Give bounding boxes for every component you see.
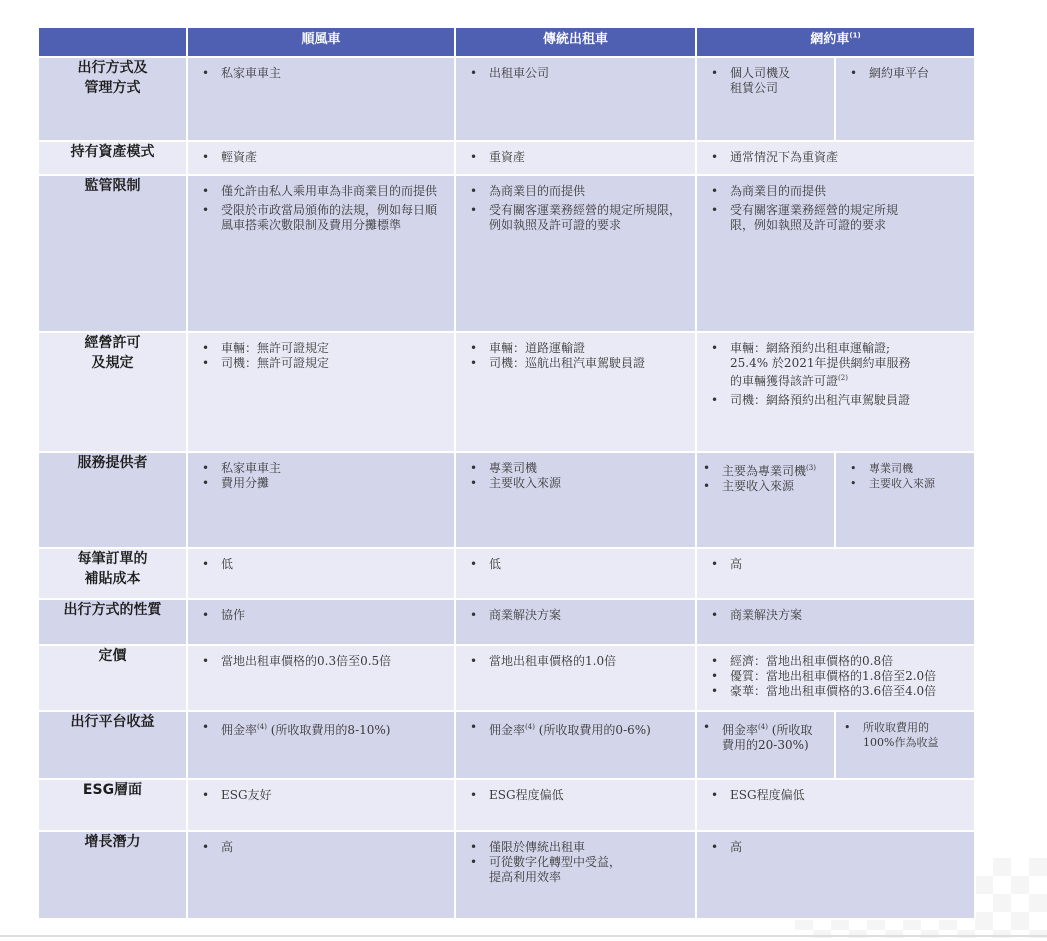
list-item-text: (所收取 (767, 723, 813, 737)
cell-mode-ridehailing-a (696, 57, 835, 141)
row-label-esg: ESG層面 (38, 779, 187, 831)
table-row-subsidy (38, 548, 975, 599)
list-item-line: 費用的20-30%) (722, 738, 809, 752)
list-item: • 專業司機 (850, 461, 968, 476)
list-item-text: 佣金率 (221, 723, 258, 737)
cell-regulation-taxi (455, 175, 696, 332)
cell-license-taxi (455, 332, 696, 452)
table-row-esg (38, 779, 975, 831)
cell-growth-ridehailing (696, 831, 975, 919)
list-item-text: 主要為專業司機 (722, 464, 807, 478)
table-row-asset (38, 141, 975, 175)
cell-mode-ridehailing-b (835, 57, 975, 141)
row-label-mode (38, 57, 187, 141)
list-item: • 低 (470, 557, 689, 572)
table-row-revenue (38, 711, 975, 779)
table-row-mode (38, 57, 975, 141)
row-label-line: 每筆訂單的 (77, 551, 148, 567)
list-item: • 低 (202, 557, 448, 572)
row-label-growth: 增長潛力 (38, 831, 187, 919)
row-label-nature: 出行方式的性質 (38, 599, 187, 645)
list-item-text: 佣金率 (489, 723, 526, 737)
cell-subsidy-taxi (455, 548, 696, 599)
footnote-4: (4) (758, 723, 768, 731)
list-item: • 高 (711, 840, 968, 855)
list-item (470, 855, 689, 885)
list-item: • 重資產 (470, 150, 689, 165)
list-item: • 優質：當地出租車價格的1.8倍至2.0倍 (711, 669, 972, 684)
list-item: • 個人司機及 租賃公司 (711, 66, 828, 96)
cell-revenue-carpool (187, 711, 455, 779)
list-item: • 經濟：當地出租車價格的0.8倍 (711, 654, 972, 669)
list-item: • 出租車公司 (470, 66, 689, 81)
table-row-pricing (38, 645, 975, 711)
list-item-text: (所收取費用的0-6%) (534, 723, 651, 737)
cell-pricing-carpool (187, 645, 455, 711)
list-item: • 主要收入來源 (703, 479, 828, 494)
cell-asset-carpool (187, 141, 455, 175)
list-item: • 司機：無許可證規定 (202, 356, 448, 371)
list-item: • ESG程度偏低 (470, 788, 689, 803)
list-item: • 高 (202, 840, 448, 855)
cell-pricing-ridehailing (696, 645, 975, 711)
row-label-asset: 持有資產模式 (38, 141, 187, 175)
list-item: • 商業解決方案 (711, 608, 968, 623)
list-item: • 當地出租車價格的0.3倍至0.5倍 (202, 654, 448, 669)
cell-subsidy-ridehailing (696, 548, 975, 599)
list-item: • 商業解決方案 (470, 608, 689, 623)
cell-provider-taxi (455, 452, 696, 548)
cell-esg-carpool (187, 779, 455, 831)
header-footnote-1: (1) (849, 31, 861, 40)
cell-subsidy-carpool (187, 548, 455, 599)
footnote-3: (3) (806, 464, 816, 472)
header-carpool: 順風車 (187, 27, 455, 57)
list-item-line: 25.4% 於2021年提供網約車服務 (730, 356, 911, 370)
footnote-4: (4) (525, 723, 535, 731)
list-item: • 主要收入來源 (850, 476, 968, 491)
list-item: • 輕資產 (202, 150, 448, 165)
cell-license-carpool (187, 332, 455, 452)
list-item (703, 720, 828, 753)
list-item: • 當地出租車價格的1.0倍 (470, 654, 689, 669)
cell-regulation-ridehailing (696, 175, 975, 332)
cell-revenue-ridehailing-b (835, 711, 975, 779)
list-item: • 司機：巡航出租汽車駕駛員證 (470, 356, 689, 371)
cell-mode-carpool (187, 57, 455, 141)
row-label-line: 補貼成本 (84, 571, 141, 587)
footnote-4: (4) (257, 723, 267, 731)
list-item (703, 461, 828, 479)
cell-mode-taxi (455, 57, 696, 141)
table-row-provider (38, 452, 975, 548)
list-item (202, 720, 448, 738)
cell-esg-ridehailing (696, 779, 975, 831)
list-item: • 私家車車主 (202, 66, 448, 81)
row-label-regulation: 監管限制 (38, 175, 187, 332)
list-item (470, 720, 689, 738)
row-label-license (38, 332, 187, 452)
cell-provider-carpool (187, 452, 455, 548)
list-item: • 為商業目的而提供 (711, 184, 914, 199)
list-item: • 司機：網絡預約出租汽車駕駛員證 (711, 393, 968, 408)
table-row-nature (38, 599, 975, 645)
list-item: • 車輛：無許可證規定 (202, 341, 448, 356)
cell-growth-carpool (187, 831, 455, 919)
table-row-growth (38, 831, 975, 919)
cell-regulation-carpool (187, 175, 455, 332)
list-item: • 僅限於傳統出租車 (470, 840, 689, 855)
cell-provider-ridehailing-a (696, 452, 835, 548)
list-item: • 私家車車主 (202, 461, 448, 476)
header-corner (38, 27, 187, 57)
row-label-provider: 服務提供者 (38, 452, 187, 548)
row-label-line: 出行方式及 (77, 60, 148, 76)
list-item: • 專業司機 (470, 461, 689, 476)
cell-asset-taxi (455, 141, 696, 175)
list-item: • 僅允許由私人乘用車為非商業目的而提供 (202, 184, 448, 199)
cell-esg-taxi (455, 779, 696, 831)
row-label-line: 管理方式 (84, 80, 141, 96)
list-item: • 高 (711, 557, 968, 572)
list-item-text: (所收取費用的8-10%) (266, 723, 391, 737)
list-item-text: 的車輛獲得該許可證 (730, 374, 839, 388)
header-taxi: 傳統出租車 (455, 27, 696, 57)
header-ride-hailing (696, 27, 975, 57)
list-item-line: 100%作為收益 (863, 736, 939, 749)
table-header-row (38, 27, 975, 57)
list-item-text: 佣金率 (722, 723, 759, 737)
list-item-line (722, 720, 828, 738)
list-item: • 受有關客運業務經營的規定所規限，例如執照及許可證的要求 (470, 203, 689, 233)
list-item (711, 341, 968, 389)
cell-growth-taxi (455, 831, 696, 919)
list-item: • 通常情況下為重資產 (711, 150, 968, 165)
row-label-subsidy (38, 548, 187, 599)
list-item-line: 提高利用效率 (489, 870, 562, 884)
row-label-line: 及規定 (91, 355, 134, 371)
list-item: • 主要收入來源 (470, 476, 689, 491)
list-item: • 車輛：道路運輸證 (470, 341, 689, 356)
list-item: • 受有關客運業務經營的規定所規限，例如執照及許可證的要求 (711, 203, 914, 233)
list-item: • 協作 (202, 608, 448, 623)
list-item: • ESG程度偏低 (711, 788, 968, 803)
list-item: • 豪華：當地出租車價格的3.6倍至4.0倍 (711, 684, 972, 699)
list-item: • 受限於市政當局頒佈的法規，例如每日順風車搭乘次數限制及費用分攤標準 (202, 203, 448, 233)
cell-revenue-ridehailing-a (696, 711, 835, 779)
page-divider (0, 935, 1047, 937)
list-item: • 網約車平台 (850, 66, 968, 81)
cell-pricing-taxi (455, 645, 696, 711)
row-label-line: 經營許可 (84, 335, 141, 351)
comparison-table (37, 26, 976, 920)
list-item-line: • 車輛：網絡預約出租車運輸證; (730, 341, 891, 355)
cell-nature-ridehailing (696, 599, 975, 645)
table-row-regulation (38, 175, 975, 332)
cell-license-ridehailing (696, 332, 975, 452)
list-item-line: • 所收取費用的 (863, 721, 929, 734)
cell-revenue-taxi (455, 711, 696, 779)
list-item: • 為商業目的而提供 (470, 184, 689, 199)
header-ride-hailing-label: 網約車 (810, 32, 850, 47)
row-label-revenue: 出行平台收益 (38, 711, 187, 779)
row-label-pricing: 定價 (38, 645, 187, 711)
table-row-license (38, 332, 975, 452)
cell-provider-ridehailing-b (835, 452, 975, 548)
cell-nature-carpool (187, 599, 455, 645)
cell-asset-ridehailing (696, 141, 975, 175)
cell-nature-taxi (455, 599, 696, 645)
list-item: • ESG友好 (202, 788, 448, 803)
list-item (844, 720, 968, 750)
list-item-line (730, 371, 968, 389)
list-item-line: • 可從數字化轉型中受益， (489, 855, 622, 869)
footnote-2: (2) (838, 374, 848, 382)
list-item: • 費用分攤 (202, 476, 448, 491)
